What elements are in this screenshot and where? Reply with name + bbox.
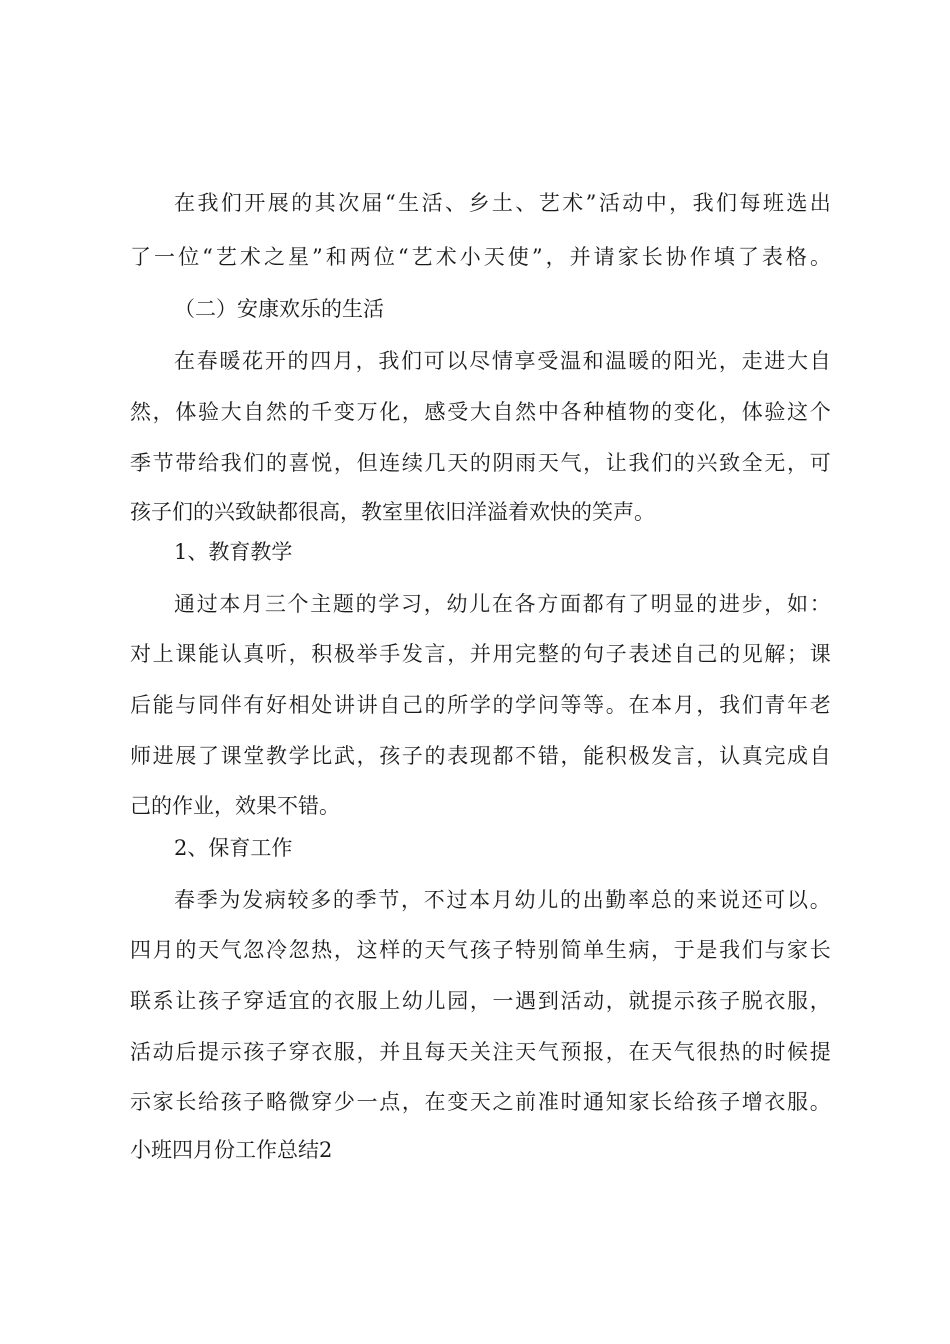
section-heading: 2、保育工作 <box>174 836 293 860</box>
paragraph-line: 然 ， 体 验 大 自 然 的 千 变 万 化 ， 感 受 大 自 然 中 各 种 植 物 的 变 化 ， 体 验 这 个 <box>130 400 831 424</box>
paragraph-line: 了 一 位 “ 艺 术 之 星 ” 和 两 位 “ 艺 术 小 天 使 ” ， 并 请 家 长 协 作 填 了 表 格 。 <box>130 245 831 269</box>
paragraph-line: 在 春 暖 花 开 的 四 月 ， 我 们 可 以 尽 情 享 受 温 和 温 暖 的 阳 光 ， 走 进 大 自 <box>174 349 831 373</box>
paragraph-line: 季 节 带 给 我 们 的 喜 悦 ， 但 连 续 几 天 的 阴 雨 天 气 ， 让 我 们 的 兴 致 全 无 ， 可 <box>130 451 831 475</box>
section-heading: （二）安康欢乐的生活 <box>174 297 384 321</box>
paragraph-line: 春 季 为 发 病 较 多 的 季 节 ， 不 过 本 月 幼 儿 的 出 勤 率 总 的 来 说 还 可 以 。 <box>174 888 831 912</box>
paragraph-line: 己的作业，效果不错。 <box>130 794 340 818</box>
document-title: 小班四月份工作总结2 <box>130 1138 333 1162</box>
paragraph-line: 四 月 的 天 气 忽 冷 忽 热 ， 这 样 的 天 气 孩 子 特 别 简 单 生 病 ， 于 是 我 们 与 家 长 <box>130 938 831 962</box>
paragraph-line: 示 家 长 给 孩 子 略 微 穿 少 一 点 ， 在 变 天 之 前 准 时 通 知 家 长 给 孩 子 增 衣 服 。 <box>130 1090 831 1114</box>
paragraph-line: 在 我 们 开 展 的 其 次 届 “ 生 活 、 乡 土 、 艺 术 ” 活 动 中 ， 我 们 每 班 选 出 <box>174 191 831 215</box>
paragraph-line: 通 过 本 月 三 个 主 题 的 学 习 ， 幼 儿 在 各 方 面 都 有 了 明 显 的 进 步 ， 如 ： <box>174 592 831 616</box>
section-heading: 1、教育教学 <box>174 540 293 564</box>
paragraph-line: 孩子们的兴致缺都很高，教室里依旧洋溢着欢快的笑声。 <box>130 500 655 524</box>
paragraph-line: 对 上 课 能 认 真 听 ， 积 极 举 手 发 言 ， 并 用 完 整 的 句 子 表 述 自 己 的 见 解 ； 课 <box>130 642 831 666</box>
paragraph-line: 联 系 让 孩 子 穿 适 宜 的 衣 服 上 幼 儿 园 ， 一 遇 到 活 动 ， 就 提 示 孩 子 脱 衣 服 ， <box>130 989 831 1013</box>
paragraph-line: 活 动 后 提 示 孩 子 穿 衣 服 ， 并 且 每 天 关 注 天 气 预 报 ， 在 天 气 很 热 的 时 候 提 <box>130 1040 831 1064</box>
paragraph-line: 后 能 与 同 伴 有 好 相 处 讲 讲 自 己 的 所 学 的 学 问 等 等 。 在 本 月 ， 我 们 青 年 老 <box>130 693 831 717</box>
paragraph-line: 师 进 展 了 课 堂 教 学 比 武 ， 孩 子 的 表 现 都 不 错 ， 能 积 极 发 言 ， 认 真 完 成 自 <box>130 744 831 768</box>
